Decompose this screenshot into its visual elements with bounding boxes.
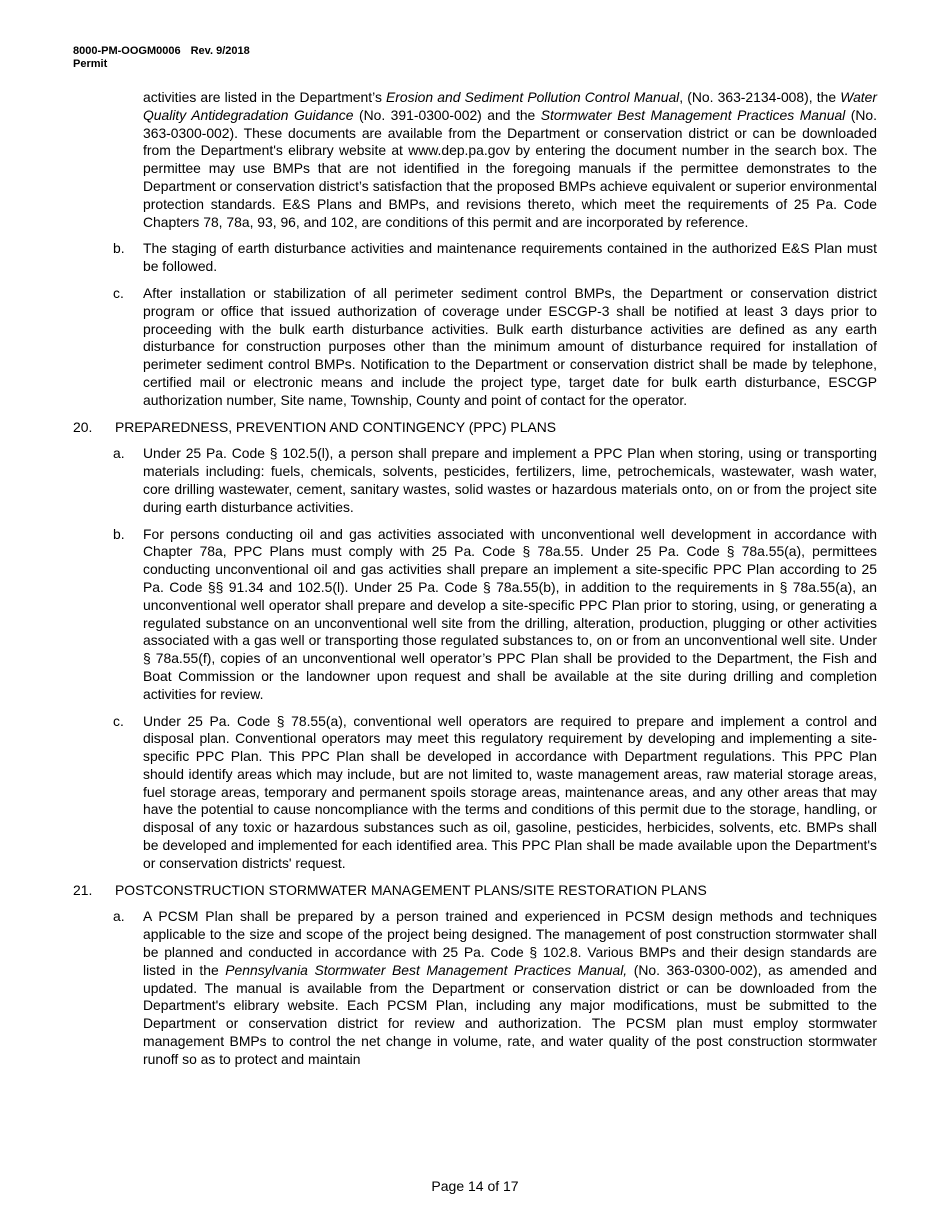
list-item	[73, 240, 877, 276]
item-label: a.	[113, 908, 125, 925]
manual-title: Pennsylvania Stormwater Best Management Practices Manual,	[225, 961, 628, 978]
list-item	[73, 526, 877, 704]
manual-title: Erosion and Sediment Pollution Control Manual	[386, 89, 680, 105]
guidance-title: Water Quality Antidegradation Guidance	[143, 89, 877, 123]
item-label: a.	[113, 445, 125, 462]
list-item	[73, 908, 877, 1068]
item-label: c.	[113, 712, 124, 729]
document-type: Permit	[73, 58, 108, 70]
form-id: 8000-PM-OOGM0006	[73, 45, 181, 57]
section-title: POSTCONSTRUCTION STORMWATER MANAGEMENT PLANS/SITE RESTORATION PLANS	[115, 881, 707, 898]
item-text: For persons conducting oil and gas activities associated with unconventional well development in accordance with Chapter 78a, PPC Plans must comply with 25 Pa. Code § 78a.55. Under 25 Pa. Code § 78a.55(a), permittees conducting unconventional oil and gas activities shall prepare an implement a site-specific PPC Plan according to 25 Pa. Code §§ 91.34 and 102.5(l). Under 25 Pa. Code § 78a.55(b), in addition to the requirements in § 78a.55(a), an unconventional well operator shall prepare and develop a site-specific PPC Plan prior to storing, using, or generating a regulated substance on an unconventional well site from the drilling, alteration, production, plugging or other activities associated with a gas well or transporting those regulated substances to, on or from an unconventional well site. Under § 78a.55(f), copies of an unconventional well operator’s PPC Plan shall be provided to the Department, the Fish and Boat Commission or the landowner upon request and shall be available at the site during drilling and completion activities for review.	[143, 525, 877, 702]
item-text: The staging of earth disturbance activities and maintenance requirements contained in the authorized E&S Plan must be followed.	[143, 240, 877, 275]
text-run: (No. 363-0300-002), as amended and updated. The manual is available from the Department or conservation district or can be downloaded from the Department's elibrary website. Each PCSM Plan, including any major modifications, must be submitted to the Department or conservation district for review and authorization. The PCSM plan must employ stormwater management BMPs to control the net change in volume, rate, and water quality of the post construction stormwater runoff so as to protect and maintain	[143, 961, 877, 1067]
section-number: 20.	[73, 418, 93, 435]
list-item	[73, 445, 877, 516]
document-header	[73, 45, 250, 71]
text-run: , (No. 363-2134-008), the	[679, 89, 841, 105]
section-heading-21	[73, 882, 877, 900]
continued-paragraph	[143, 89, 877, 231]
section-heading-20	[73, 419, 877, 437]
page-content	[73, 89, 877, 1069]
item-label: b.	[113, 240, 125, 257]
page-number: Page 14 of 17	[431, 1178, 519, 1194]
section-number: 21.	[73, 881, 93, 898]
text-run: activities are listed in the Department’s	[143, 89, 387, 105]
revision: Rev. 9/2018	[190, 45, 250, 57]
item-text: Under 25 Pa. Code § 78.55(a), conventional well operators are required to prepare and implement a control and disposal plan. Conventional operators may meet this regulatory requirement by developing and implementing a site-specific PPC Plan. This PPC Plan shall be developed in accordance with Department regulations. This PPC Plan should identify areas which may include, but are not limited to, waste management areas, raw material storage areas, fuel storage areas, temporary and permanent spoils storage areas, maintenance areas, and any other areas that may have the potential to cause noncompliance with the terms and conditions of this permit due to the storage, handling, or disposal of any toxic or hazardous substances such as oil, gasoline, pesticides, herbicides, solvents, etc. BMPs shall be developed and implemented for each identified area. This PPC Plan shall be made available upon the Department's or conservation districts' request.	[143, 712, 877, 871]
item-label: c.	[113, 284, 124, 301]
item-text: After installation or stabilization of all perimeter sediment control BMPs, the Department or conservation district program or office that issued authorization of coverage under ESCGP-3 shall be notified at least 3 days prior to proceeding with the bulk earth disturbance activities. Bulk earth disturbance activities are defined as any earth disturbance for construction purposes other than the minimum amount of disturbance required for installation of perimeter sediment control BMPs. Notification to the Department or conservation district shall be made by telephone, certified mail or electronic means and include the project type, target date for bulk earth disturbance, ESCGP authorization number, Site name, Township, County and point of contact for the operator.	[143, 284, 877, 408]
list-item	[73, 285, 877, 410]
text-run: (No. 391-0300-002) and the	[353, 106, 541, 123]
text-run: A PCSM Plan shall be prepared by a person trained and experienced in PCSM design methods and techniques applicable to the size and scope of the project being designed. The management of post construction stormwater shall be planned and conducted in accordance with 25 Pa. Code § 102.8. Various BMPs and their design standards are listed in the	[143, 908, 877, 978]
item-text: Under 25 Pa. Code § 102.5(l), a person shall prepare and implement a PPC Plan when storing, using or transporting materials including: fuels, chemicals, solvents, pesticides, fertilizers, lime, petrochemicals, wastewater, wash water, core drilling wastewater, cement, sanitary wastes, solid wastes or hazardous materials onto, on or from the project site during earth disturbance activities.	[143, 445, 877, 515]
manual-title: Stormwater Best Management Practices Manual	[540, 106, 846, 123]
text-run: (No. 363-0300-002). These documents are available from the Department or conservation district or can be downloaded from the Department's elibrary website at www.dep.pa.gov by entering the document number in the search box. The permittee may use BMPs that are not identified in the foregoing manuals if the permittee demonstrates to the Department or conservation district’s satisfaction that the proposed BMPs achieve equivalent or superior environmental protection standards. E&S Plans and BMPs, and revisions thereto, which meet the requirements of 25 Pa. Code Chapters 78, 78a, 93, 96, and 102, are conditions of this permit and are incorporated by reference.	[143, 106, 877, 230]
list-item	[73, 713, 877, 873]
item-label: b.	[113, 525, 125, 542]
section-title: PREPAREDNESS, PREVENTION AND CONTINGENCY (PPC) PLANS	[115, 418, 556, 435]
item-text	[143, 908, 877, 1068]
